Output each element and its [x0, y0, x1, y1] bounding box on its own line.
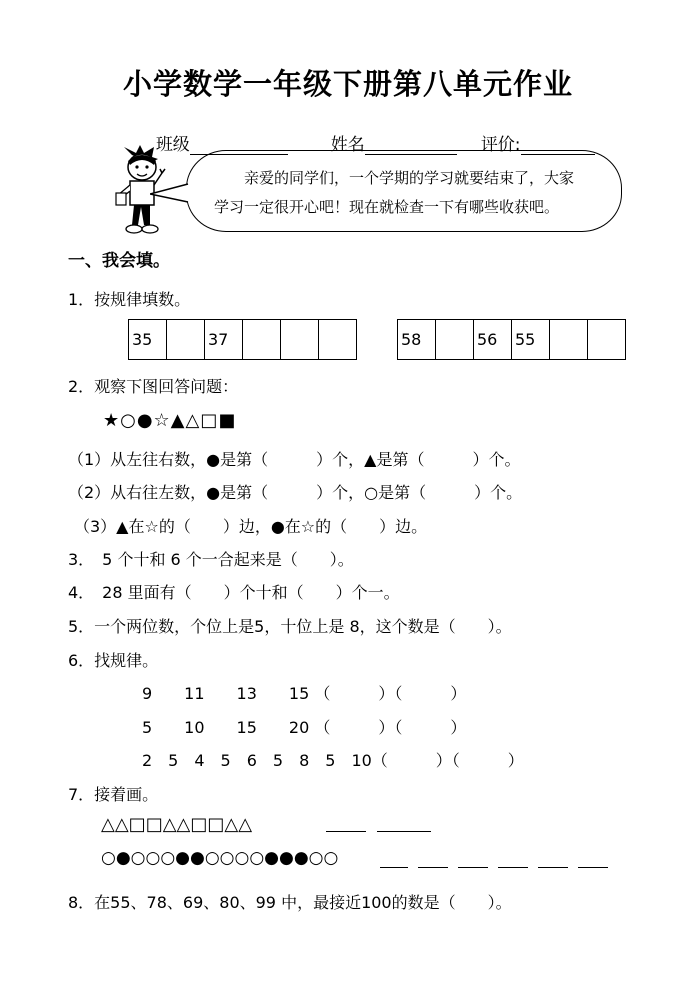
bubble-tail-icon — [150, 182, 190, 206]
q6-text: 6．找规律。 — [68, 651, 159, 670]
eval-label: 评价: — [480, 135, 521, 155]
sequence-table-b — [397, 319, 626, 360]
sequence-table-a — [128, 319, 357, 360]
q3-text: 3． 5 个十和 6 个一合起来是（ ）。 — [68, 550, 354, 569]
q2-part-3: （3）▲在☆的（ ）边，●在☆的（ ）边。 — [74, 517, 428, 536]
q7-blank[interactable] — [418, 851, 448, 868]
q6-row-1: 9 11 13 15 （ ）（ ） — [142, 684, 467, 703]
table-cell[interactable] — [319, 320, 357, 360]
shape-sequence: ★○●☆▲△□■ — [103, 410, 237, 431]
eval-field — [470, 110, 595, 155]
q6-row-2: 5 10 15 20 （ ）（ ） — [142, 718, 467, 737]
q7-pattern-1: △△□□△△□□△△ — [101, 814, 253, 835]
name-label: 姓名 — [330, 135, 365, 155]
bubble-line-1: 亲爱的同学们，一个学期的学习就要结束了，大家 — [244, 169, 575, 187]
q2-part-1: （1）从左往右数，●是第（ ）个，▲是第（ ）个。 — [68, 450, 521, 469]
table-cell[interactable]: 35 — [129, 320, 167, 360]
speech-bubble — [186, 150, 622, 232]
q7-blank[interactable] — [578, 851, 608, 868]
q7-blank[interactable] — [326, 815, 366, 832]
q5-text: 5．一个两位数，个位上是5，十位上是 8，这个数是（ ）。 — [68, 617, 512, 636]
class-label: 班级 — [155, 135, 190, 155]
q1-text: 1．按规律填数。 — [68, 290, 191, 309]
table-cell[interactable]: 37 — [205, 320, 243, 360]
table-cell[interactable] — [243, 320, 281, 360]
q7-blank[interactable] — [498, 851, 528, 868]
table-cell[interactable]: 58 — [398, 320, 436, 360]
q6-row-3: 2 5 4 5 6 5 8 5 10（ ）（ ） — [142, 751, 524, 770]
q7-blank[interactable] — [380, 851, 408, 868]
table-cell[interactable] — [281, 320, 319, 360]
page-title: 小学数学一年级下册第八单元作业 — [122, 67, 573, 101]
table-cell[interactable] — [436, 320, 474, 360]
q7-blank[interactable] — [377, 815, 431, 832]
q7-text: 7．接着画。 — [68, 785, 159, 804]
q2-text: 2．观察下图回答问题： — [68, 377, 239, 396]
q7-blank[interactable] — [458, 851, 488, 868]
table-cell[interactable]: 55 — [512, 320, 550, 360]
bubble-line-2: 学习一定很开心吧！现在就检查一下有哪些收获吧。 — [214, 198, 560, 216]
q8-text: 8．在55、78、69、80、99 中，最接近100的数是（ ）。 — [68, 893, 512, 912]
q2-part-2: （2）从右往左数，●是第（ ）个，○是第（ ）个。 — [68, 483, 523, 502]
q4-text: 4． 28 里面有（ ）个十和（ ）个一。 — [68, 583, 400, 602]
q7-pattern-2: ○●○○○●●○○○○●●●○○ — [101, 848, 339, 868]
q7-blank[interactable] — [538, 851, 568, 868]
section-heading: 一、我会填。 — [68, 251, 170, 271]
table-cell[interactable]: 56 — [474, 320, 512, 360]
table-cell[interactable] — [550, 320, 588, 360]
table-cell[interactable] — [167, 320, 205, 360]
name-field — [320, 110, 457, 155]
table-cell[interactable] — [588, 320, 626, 360]
